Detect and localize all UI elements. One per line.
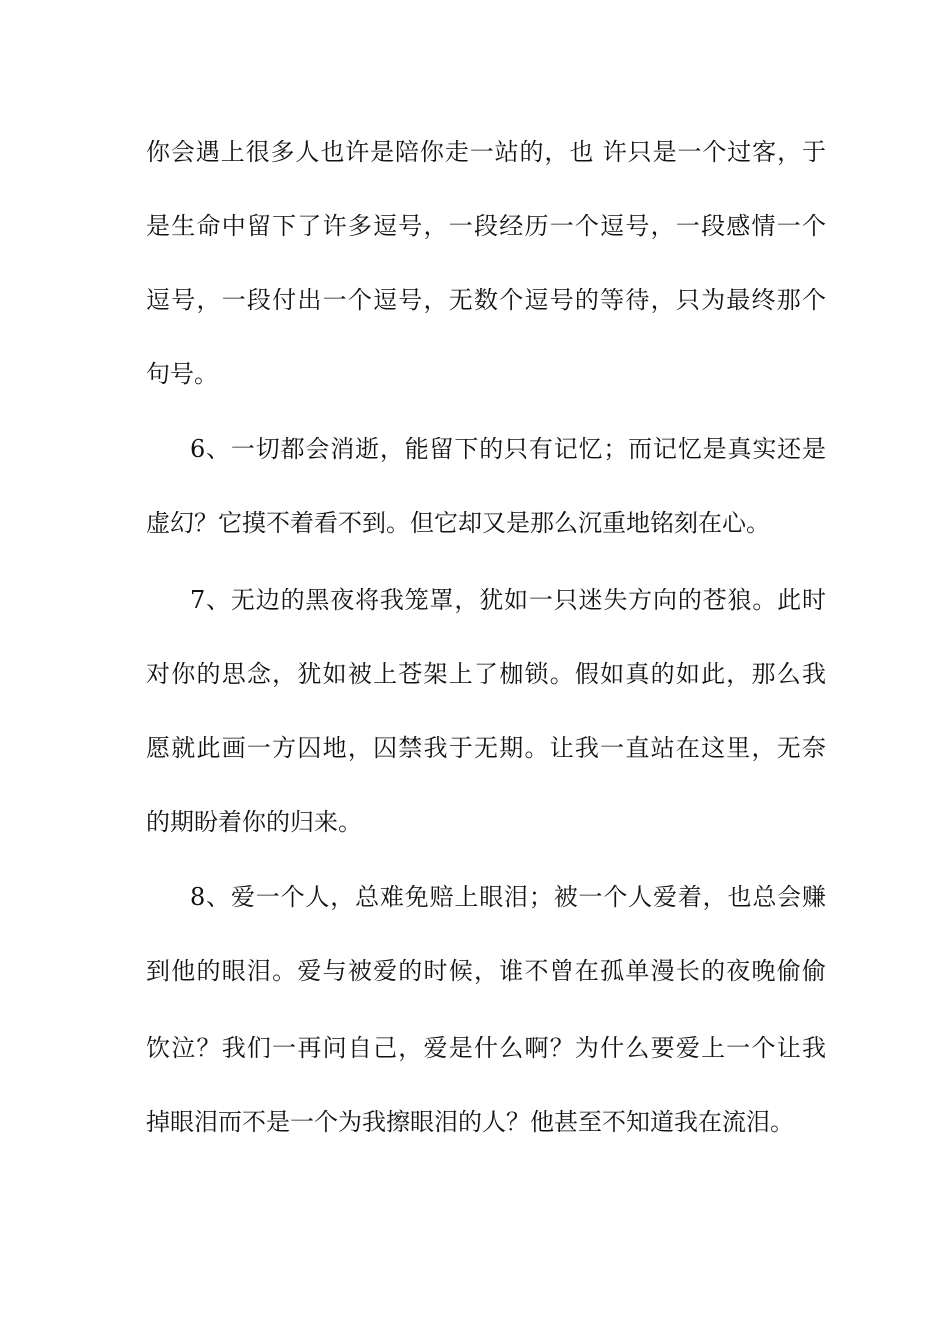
text-line: 掉眼泪而不是一个为我擦眼泪的人？他甚至不知道我在流泪。 <box>146 1108 794 1136</box>
text-line: 你会遇上很多人也许是陪你走一站的，也 许只是一个过客，于 <box>146 138 826 166</box>
paragraph-8-line: 8、爱一个人，总难免赔上眼泪；被一个人爱着，也总会赚 <box>190 883 826 911</box>
text-line: 是生命中留下了许多逗号，一段经历一个逗号，一段感情一个 <box>146 212 826 240</box>
paragraph-7-line: 7、无边的黑夜将我笼罩，犹如一只迷失方向的苍狼。此时 <box>190 586 826 614</box>
text-line: 的期盼着你的归来。 <box>146 808 362 836</box>
text-line: 到他的眼泪。爱与被爱的时候，谁不曾在孤单漫长的夜晚偷偷 <box>146 957 826 985</box>
text-line: 虚幻？它摸不着看不到。但它却又是那么沉重地铭刻在心。 <box>146 509 770 537</box>
text-line: 愿就此画一方囚地，囚禁我于无期。让我一直站在这里，无奈 <box>146 734 826 762</box>
text-line: 饮泣？我们一再问自己，爱是什么啊？为什么要爱上一个让我 <box>146 1034 826 1062</box>
text-line: 对你的思念，犹如被上苍架上了枷锁。假如真的如此，那么我 <box>146 660 826 688</box>
text-line: 句号。 <box>146 360 218 388</box>
text-line: 逗号，一段付出一个逗号，无数个逗号的等待，只为最终那个 <box>146 286 826 314</box>
paragraph-6-line: 6、一切都会消逝，能留下的只有记忆；而记忆是真实还是 <box>190 435 826 463</box>
